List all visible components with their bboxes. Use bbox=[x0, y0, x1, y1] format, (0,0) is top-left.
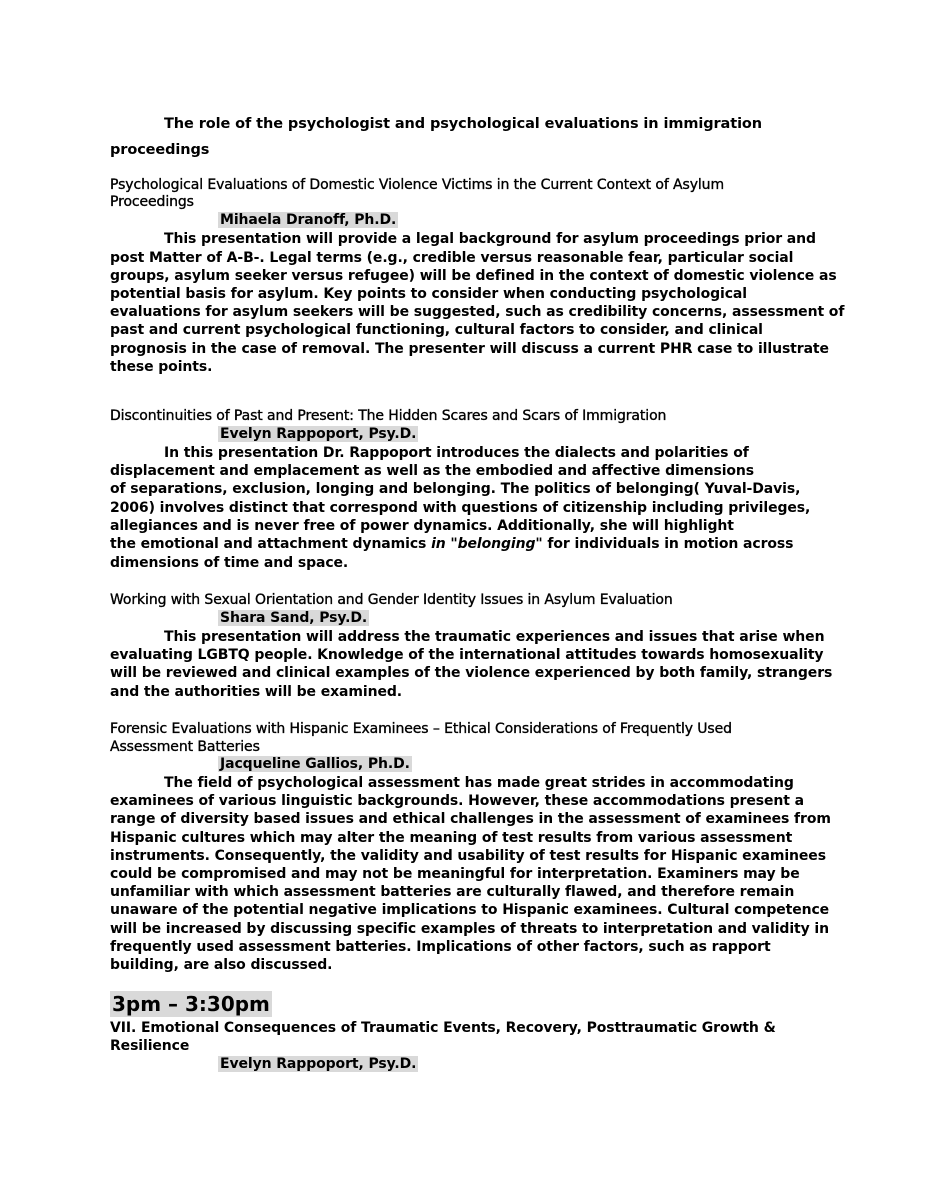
author-name: Evelyn Rappoport, Psy.D. bbox=[220, 426, 417, 442]
section-1-body-line: these points. bbox=[110, 359, 213, 375]
section-4-body-line: building, are also discussed. bbox=[110, 957, 333, 973]
body-text-part: for individuals in motion across bbox=[542, 536, 794, 552]
section-3-body-line: will be reviewed and clinical examples of the violence experienced by both family, strangers bbox=[110, 665, 833, 681]
section-3-heading: Working with Sexual Orientation and Gender Identity Issues in Asylum Evaluation bbox=[110, 592, 673, 608]
author-name: Shara Sand, Psy.D. bbox=[220, 610, 368, 626]
section-2-body-line: In this presentation Dr. Rappoport introduces the dialects and polarities of bbox=[164, 445, 749, 461]
author-name: Jacqueline Gallios, Ph.D. bbox=[220, 756, 410, 772]
section-4-body-line: unaware of the potential negative implications to Hispanic examinees. Cultural competence bbox=[110, 902, 830, 918]
document-title-line-2: proceedings bbox=[110, 142, 210, 158]
section-4-body-line: will be increased by discussing specific examples of threats to interpretation and validity in bbox=[110, 921, 829, 937]
author-name: Mihaela Dranoff, Ph.D. bbox=[220, 212, 397, 228]
section-2-body-line-mixed bbox=[110, 536, 793, 552]
section-4-author bbox=[218, 756, 412, 772]
section-1-body-line: prognosis in the case of removal. The presenter will discuss a current PHR case to illustrate bbox=[110, 341, 829, 357]
section-4-body-line: Hispanic cultures which may alter the meaning of test results from various assessment bbox=[110, 830, 793, 846]
session-title-line-2: Resilience bbox=[110, 1038, 190, 1054]
session-time: 3pm – 3:30pm bbox=[112, 992, 270, 1016]
section-2-body-line: allegiances and is never free of power dynamics. Additionally, she will highlight bbox=[110, 518, 734, 534]
section-2-heading: Discontinuities of Past and Present: The Hidden Scares and Scars of Immigration bbox=[110, 408, 667, 424]
section-1-heading-line-1: Psychological Evaluations of Domestic Violence Victims in the Current Context of Asylum bbox=[110, 177, 724, 193]
section-3-body-line: This presentation will address the traumatic experiences and issues that arise when bbox=[164, 629, 825, 645]
session-title-line-1: VII. Emotional Consequences of Traumatic Events, Recovery, Posttraumatic Growth & bbox=[110, 1020, 776, 1036]
section-1-body-line: evaluations for asylum seekers will be suggested, such as credibility concerns, assessment of bbox=[110, 304, 845, 320]
section-1-body-line: past and current psychological functioning, cultural factors to consider, and clinical bbox=[110, 322, 763, 338]
session-author bbox=[218, 1056, 418, 1072]
section-3-body-line: evaluating LGBTQ people. Knowledge of the international attitudes towards homosexuality bbox=[110, 647, 824, 663]
section-3-author bbox=[218, 610, 369, 626]
section-4-heading-line-2: Assessment Batteries bbox=[110, 739, 260, 755]
section-1-body-line: This presentation will provide a legal background for asylum proceedings prior and bbox=[164, 231, 816, 247]
section-1-author bbox=[218, 212, 398, 228]
body-text-part: the emotional and attachment dynamics bbox=[110, 536, 432, 552]
section-4-body-line: instruments. Consequently, the validity and usability of test results for Hispanic examinees bbox=[110, 848, 826, 864]
document-title-line-1: The role of the psychologist and psychological evaluations in immigration bbox=[164, 116, 763, 132]
section-2-body-line: 2006) involves distinct that correspond with questions of citizenship including privileges, bbox=[110, 500, 811, 516]
section-1-body-line: post Matter of A-B-. Legal terms (e.g., credible versus reasonable fear, particular social bbox=[110, 250, 794, 266]
section-4-body-line: unfamiliar with which assessment batteries are culturally flawed, and therefore remain bbox=[110, 884, 795, 900]
section-4-body-line: The field of psychological assessment has made great strides in accommodating bbox=[164, 775, 794, 791]
section-2-body-line: of separations, exclusion, longing and belonging. The politics of belonging( Yuval-Davis, bbox=[110, 481, 801, 497]
section-2-author bbox=[218, 426, 418, 442]
section-4-body-line: examinees of various linguistic backgrounds. However, these accommodations present a bbox=[110, 793, 804, 809]
emphasis-belonging: in "belonging" bbox=[431, 536, 543, 552]
section-4-body-line: could be compromised and may not be meaningful for interpretation. Examiners may be bbox=[110, 866, 800, 882]
section-4-body-line: range of diversity based issues and ethical challenges in the assessment of examinees from bbox=[110, 811, 831, 827]
section-1-body-line: groups, asylum seeker versus refugee) will be defined in the context of domestic violence as bbox=[110, 268, 837, 284]
section-2-body-line: dimensions of time and space. bbox=[110, 555, 349, 571]
section-3-body-line: and the authorities will be examined. bbox=[110, 684, 402, 700]
author-name: Evelyn Rappoport, Psy.D. bbox=[220, 1056, 417, 1072]
section-1-body-line: potential basis for asylum. Key points to consider when conducting psychological bbox=[110, 286, 747, 302]
section-4-body-line: frequently used assessment batteries. Implications of other factors, such as rapport bbox=[110, 939, 771, 955]
section-4-heading-line-1: Forensic Evaluations with Hispanic Examinees – Ethical Considerations of Frequently Used bbox=[110, 721, 732, 737]
section-2-body-line: displacement and emplacement as well as the embodied and affective dimensions bbox=[110, 463, 755, 479]
section-1-heading-line-2: Proceedings bbox=[110, 194, 194, 210]
